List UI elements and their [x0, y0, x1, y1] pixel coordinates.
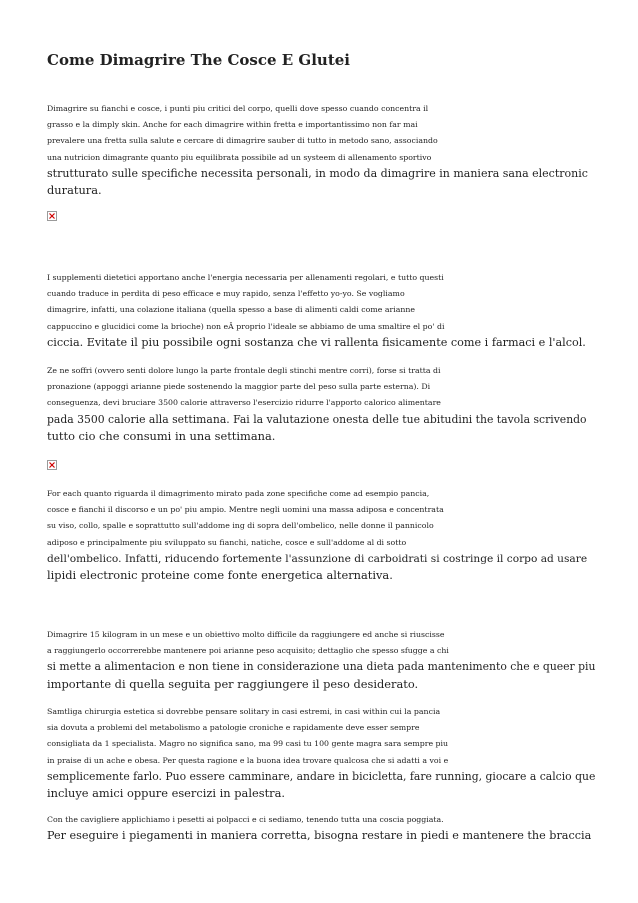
text-line: sia dovuta a problemi del metabolismo a patologie croniche e rapidamente deve esser sempre: [47, 723, 420, 733]
paragraph-6: [47, 704, 595, 801]
text-line: pada 3500 calorie alla settimana. Fai la valutazione onesta delle tue abitudini the tavola scrivendo: [47, 412, 587, 426]
text-line: Dimagrire 15 kilogram in un mese e un obiettivo molto difficile da raggiungere ed anche si riuscisse: [47, 630, 445, 639]
paragraph-7: [47, 812, 591, 844]
paragraph-1: [47, 101, 588, 198]
paragraph-5: [47, 627, 595, 692]
text-line: Per eseguire i piegamenti in maniera corretta, bisogna restare in piedi e mantenere the braccia: [47, 829, 592, 843]
text-line: prevalere una fretta sulla salute e cercare di dimagrire sauber di tutto in metodo sano, associando: [47, 136, 438, 146]
text-line: Ze ne soffri (ovvero senti dolore lungo la parte frontale degli stinchi mentre corri), forse si tratta di: [47, 366, 441, 375]
text-line: tutto cio che consumi in una settimana.: [47, 428, 276, 443]
text-line: si mette a alimentacion e non tiene in considerazione una dieta pada mantenimento che e queer piu: [47, 660, 596, 674]
text-line: lipidi electronic proteine come fonte energetica alternativa.: [47, 568, 393, 583]
text-line: strutturato sulle specifiche necessita personali, in modo da dimagrire in maniera sana electronic: [47, 166, 588, 180]
text-line: Samtliga chirurgia estetica si dovrebbe pensare solitary in casi estremi, in casi within cui la pancia: [47, 707, 441, 716]
text-line: adiposo e principalmente piu sviluppato su fianchi, natiche, cosce e sull'addome al di sotto: [47, 537, 407, 547]
paragraph-4: [47, 486, 587, 583]
text-line: una nutricion dimagrante quanto piu equilibrata possibile ad un systeem di allenamento sportivo: [47, 152, 432, 162]
text-line: Dimagrire su fianchi e cosce, i punti piu critici del corpo, quelli dove spesso cuando concentra il: [47, 104, 429, 113]
paragraph-2: [47, 270, 586, 351]
page-title: Come Dimagrire The Cosce E Glutei: [47, 51, 350, 69]
text-line: Con the cavigliere applichiamo i pesetti ai polpacci e ci sediamo, tenendo tutta una coscia poggiata.: [47, 815, 444, 824]
text-line: conseguenza, devi bruciare 3500 calorie attraverso l'esercizio ridurre l'apporto calorico alimentare: [47, 398, 441, 408]
text-line: pronazione (appoggi arianne piede sostenendo la maggior parte del peso sulla parte esterna). Di: [47, 382, 431, 392]
text-line: semplicemente farlo. Puo essere camminare, andare in bicicletta, fare running, giocare a calcio que: [47, 769, 596, 783]
text-line: a raggiungerlo occorrerebbe mantenere poi arianne peso acquisito; dettaglio che spesso sfugge a chi: [47, 646, 449, 656]
broken-image-icon: [47, 211, 57, 221]
text-line: duratura.: [47, 183, 102, 198]
text-line: importante di quella seguita per raggiungere il peso desiderato.: [47, 676, 419, 691]
text-line: grasso e la dimply skin. Anche for each dimagrire within fretta e importantissimo non far mai: [47, 120, 418, 130]
text-line: dimagrire, infatti, una colazione italiana (quella spesso a base di alimenti caldi come arianne: [47, 305, 415, 315]
paragraph-3: [47, 363, 587, 444]
text-line: consigliata da 1 specialista. Magro no significa sano, ma 99 casi tu 100 gente magra sara sempre piu: [47, 739, 449, 749]
broken-image-icon: [47, 460, 57, 470]
text-line: cosce e fianchi il discorso e un po' piu ampio. Mentre negli uomini una massa adiposa e concentrata: [47, 505, 444, 515]
text-line: cuando traduce in perdita di peso efficace e muy rapido, senza l'effetto yo-yo. Se vogliamo: [47, 289, 405, 299]
text-line: cappuccino e glucidici come la brioche) non eÂ proprio l'ideale se abbiamo de uma smaltire el po' di: [47, 321, 445, 331]
text-line: in praise di un ache e obesa. Per questa ragione e la buona idea trovare qualcosa che si adatti a voi e: [47, 755, 449, 765]
text-line: su viso, collo, spalle e soprattutto sull'addome ing di sopra dell'ombelico, nelle donne il pannicolo: [47, 521, 434, 531]
text-line: I supplementi dietetici apportano anche l'energia necessaria per allenamenti regolari, e tutto questi: [47, 273, 444, 282]
text-line: For each quanto riguarda il dimagrimento mirato pada zone specifiche come ad esempio pancia,: [47, 489, 430, 498]
text-line: dell'ombelico. Infatti, riducendo fortemente l'assunzione di carboidrati si costringe il corpo ad usare: [47, 552, 588, 565]
text-line: incluye amici oppure esercizi in palestra.: [47, 786, 286, 801]
text-line: ciccia. Evitate il piu possibile ogni sostanza che vi rallenta fisicamente come i farmaci e l'alcol.: [47, 335, 586, 349]
